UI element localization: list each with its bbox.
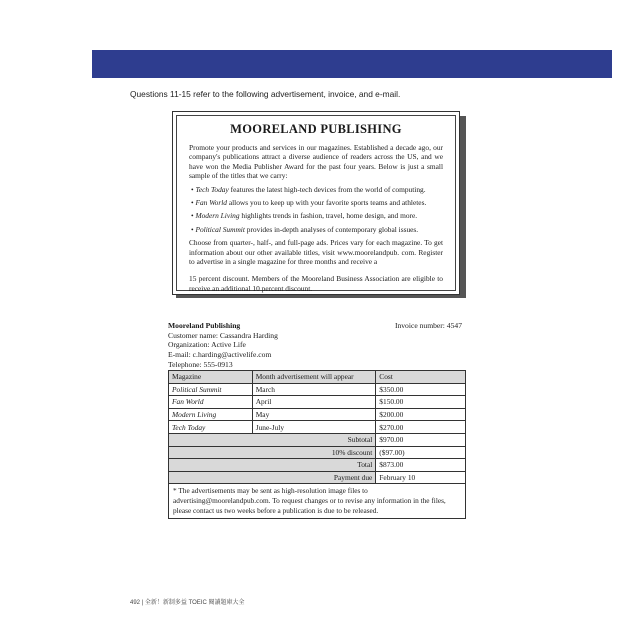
bullet-text: provides in-depth analyses of contemporary global issues. [244,224,419,234]
column-header: Cost [376,371,466,384]
summary-row-subtotal [169,433,466,446]
invoice-note: * The advertisements may be sent as high-resolution image files to advertising@moorelandpub.com. To request changes or to revise any information in the files, please contact us two weeks before a publication is due to be released. [169,484,466,519]
note-row [169,484,466,519]
invoice-number: Invoice number: 4547 [394,321,462,330]
table-row [169,396,466,409]
bullet-tech-today: • Tech Today features the latest high-tech devices from the world of computing. [191,184,426,194]
advertisement-title: MOORELAND PUBLISHING [230,122,402,136]
summary-value: $873.00 [376,459,466,472]
magazine-cell: Modern Living [169,408,253,421]
magazine-title: Political Summit [195,224,245,234]
bullet-text: highlights trends in fashion, travel, home design, and more. [239,211,418,221]
bullet-modern-living: • Modern Living highlights trends in fashion, travel, home design, and more. [191,211,418,221]
column-header: Magazine [169,371,253,384]
bullet-text: allows you to keep up with your favorite sports teams and athletes. [227,198,427,208]
magazine-title: Modern Living [195,211,240,221]
invoice-email: E-mail: c.harding@activelife.com [168,350,272,360]
table-row [169,383,466,396]
magazine-title: Tech Today [195,184,229,194]
bullet-text: features the latest high-tech devices from the world of computing. [228,184,426,194]
page-footer: 492 | 全新！新制多益 TOEIC 閱讀題庫大全 [130,600,245,606]
cost-cell: $270.00 [376,421,466,434]
magazine-cell: Tech Today [169,421,253,434]
advertisement-intro-paragraph: Promote your products and services in our magazines. Established a decade ago, our company's publications attract a diverse audience of readers across the US, and we have won the Media Publisher Award for the past four years. Below is just a small sample of the titles that we carry: [189,143,443,181]
header-banner [92,50,612,78]
bullet-fan-world: • Fan World allows you to keep up with your favorite sports teams and athletes. [191,198,427,208]
invoice-organization: Organization: Active Life [168,340,246,350]
summary-label: Subtotal [169,433,376,446]
invoice-table [168,370,466,519]
table-row [169,408,466,421]
summary-row-discount [169,446,466,459]
table-header-row [169,371,466,384]
magazine-cell: Political Summit [169,383,253,396]
table-row [169,421,466,434]
invoice-telephone: Telephone: 555-0913 [168,359,233,369]
summary-label: Total [169,459,376,472]
advertisement-pricing-paragraph: Choose from quarter-, half-, and full-page ads. Prices vary for each magazine. To get information about our other available titles, visit www.moorelandpub. com. Register to advertise in a single magazine for three months and receive a [189,238,443,267]
magazine-cell: Fan World [169,396,253,409]
advertisement-inner-frame [176,115,456,291]
invoice-header [168,321,466,370]
column-header: Month advertisement will appear [252,371,376,384]
summary-label: Payment due [169,471,376,484]
summary-label: 10% discount [169,446,376,459]
cost-cell: $150.00 [376,396,466,409]
month-cell: June-July [252,421,376,434]
summary-row-total [169,459,466,472]
magazine-title: Fan World [195,198,227,208]
invoice-customer: Customer name: Cassandra Harding [168,330,278,340]
month-cell: May [252,408,376,421]
summary-value: $970.00 [376,433,466,446]
questions-intro: Questions 11-15 refer to the following advertisement, invoice, and e-mail. [130,89,401,99]
cost-cell: $350.00 [376,383,466,396]
summary-value: February 10 [376,471,466,484]
month-cell: March [252,383,376,396]
advertisement-box [172,111,460,295]
cost-cell: $200.00 [376,408,466,421]
bullet-political-summit: • Political Summit provides in-depth analyses of contemporary global issues. [191,224,419,234]
summary-value: ($97.00) [376,446,466,459]
advertisement-discount-paragraph: 15 percent discount. Members of the Mooreland Business Association are eligible to receive an additional 10 percent discount. [189,274,443,293]
summary-row-payment-due [169,471,466,484]
invoice-company: Mooreland Publishing [168,321,241,330]
month-cell: April [252,396,376,409]
